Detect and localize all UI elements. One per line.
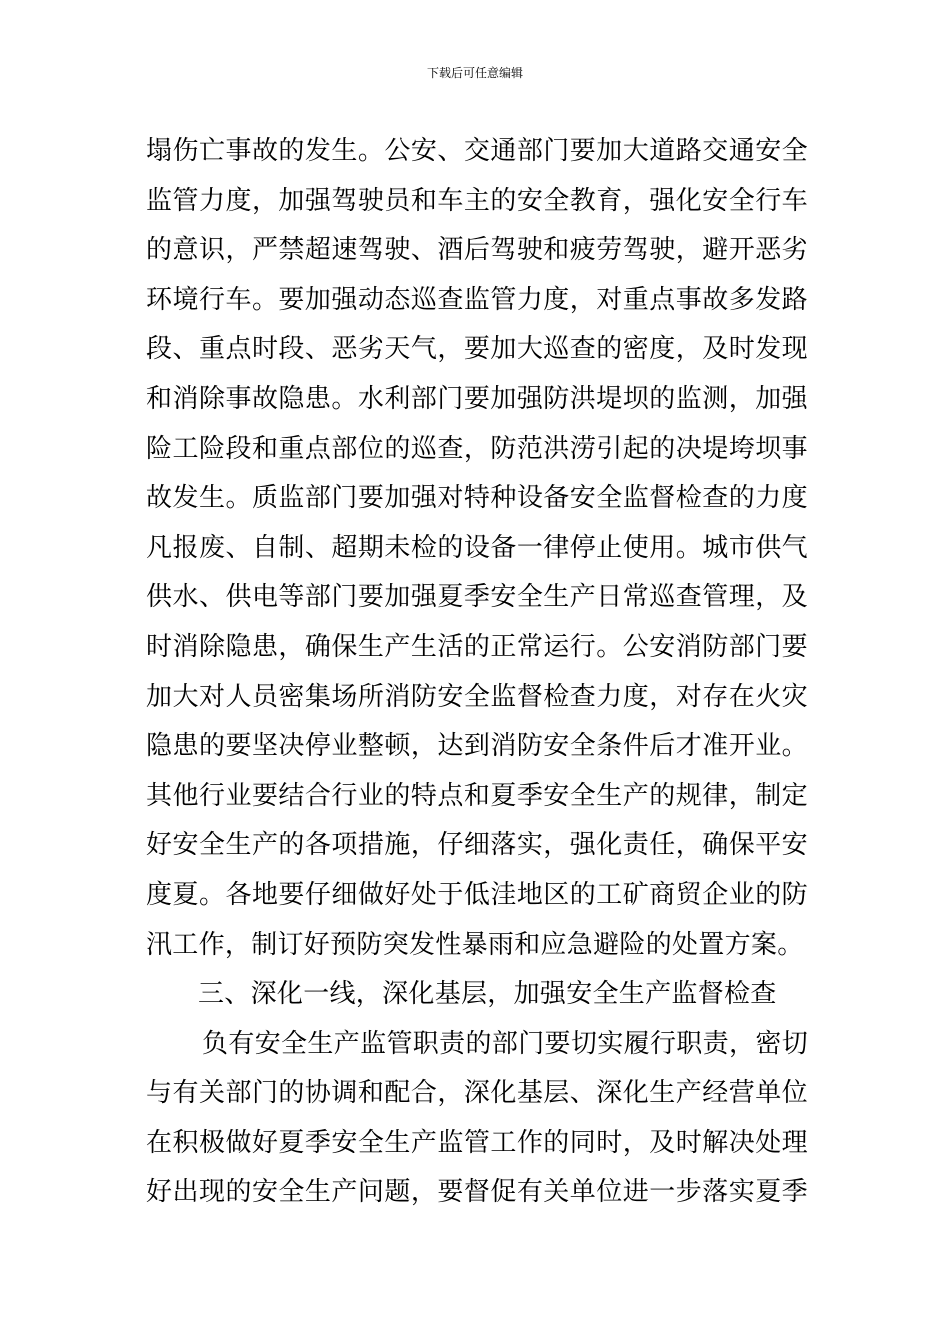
body-text: [146, 127, 808, 1218]
paragraph-line: 险工险段和重点部位的巡查，防范洪涝引起的决堤垮坝事: [146, 433, 808, 464]
paragraph-line: 与有关部门的协调和配合，深化基层、深化生产经营单位: [146, 1078, 808, 1109]
paragraph-line: 好安全生产的各项措施，仔细落实，强化责任，确保平安: [146, 830, 808, 861]
paragraph-line: 故发生。质监部门要加强对特种设备安全监督检查的力度: [146, 483, 808, 514]
paragraph-line: 在积极做好夏季安全生产监管工作的同时，及时解决处理: [146, 1127, 808, 1158]
paragraph-line: 度夏。各地要仔细做好处于低洼地区的工矿商贸企业的防: [146, 879, 808, 910]
paragraph-line: 隐患的要坚决停业整顿，达到消防安全条件后才准开业。: [146, 731, 808, 762]
paragraph-line: 好出现的安全生产问题，要督促有关单位进一步落实夏季: [146, 1177, 808, 1208]
paragraph-line: 时消除隐患，确保生产生活的正常运行。公安消防部门要: [146, 631, 808, 662]
paragraph-line: 供水、供电等部门要加强夏季安全生产日常巡查管理，及: [146, 582, 808, 613]
paragraph-line: 加大对人员密集场所消防安全监督检查力度，对存在火灾: [146, 681, 808, 712]
page-header: 下载后可任意编辑: [426, 66, 523, 80]
paragraph-line: 段、重点时段、恶劣天气，要加大巡查的密度，及时发现: [146, 334, 808, 365]
paragraph-line: 其他行业要结合行业的特点和夏季安全生产的规律，制定: [146, 780, 808, 811]
paragraph-line: 塌伤亡事故的发生。公安、交通部门要加大道路交通安全: [146, 136, 808, 166]
paragraph-line: 汛工作，制订好预防突发性暴雨和应急避险的处置方案。: [146, 929, 804, 960]
paragraph-line: 负有安全生产监管职责的部门要切实履行职责，密切: [202, 1028, 808, 1059]
paragraph-line: 凡报废、自制、超期未检的设备一律停止使用。城市供气: [146, 532, 808, 563]
paragraph-line: 的意识，严禁超速驾驶、酒后驾驶和疲劳驾驶，避开恶劣: [146, 235, 808, 266]
paragraph-line: 和消除事故隐患。水利部门要加强防洪堤坝的监测，加强: [146, 383, 808, 414]
paragraph-line: 监管力度，加强驾驶员和车主的安全教育，强化安全行车: [146, 185, 808, 216]
section-heading: 三、深化一线，深化基层，加强安全生产监督检查: [198, 979, 777, 1010]
paragraph-line: 环境行车。要加强动态巡查监管力度，对重点事故多发路: [146, 284, 808, 315]
